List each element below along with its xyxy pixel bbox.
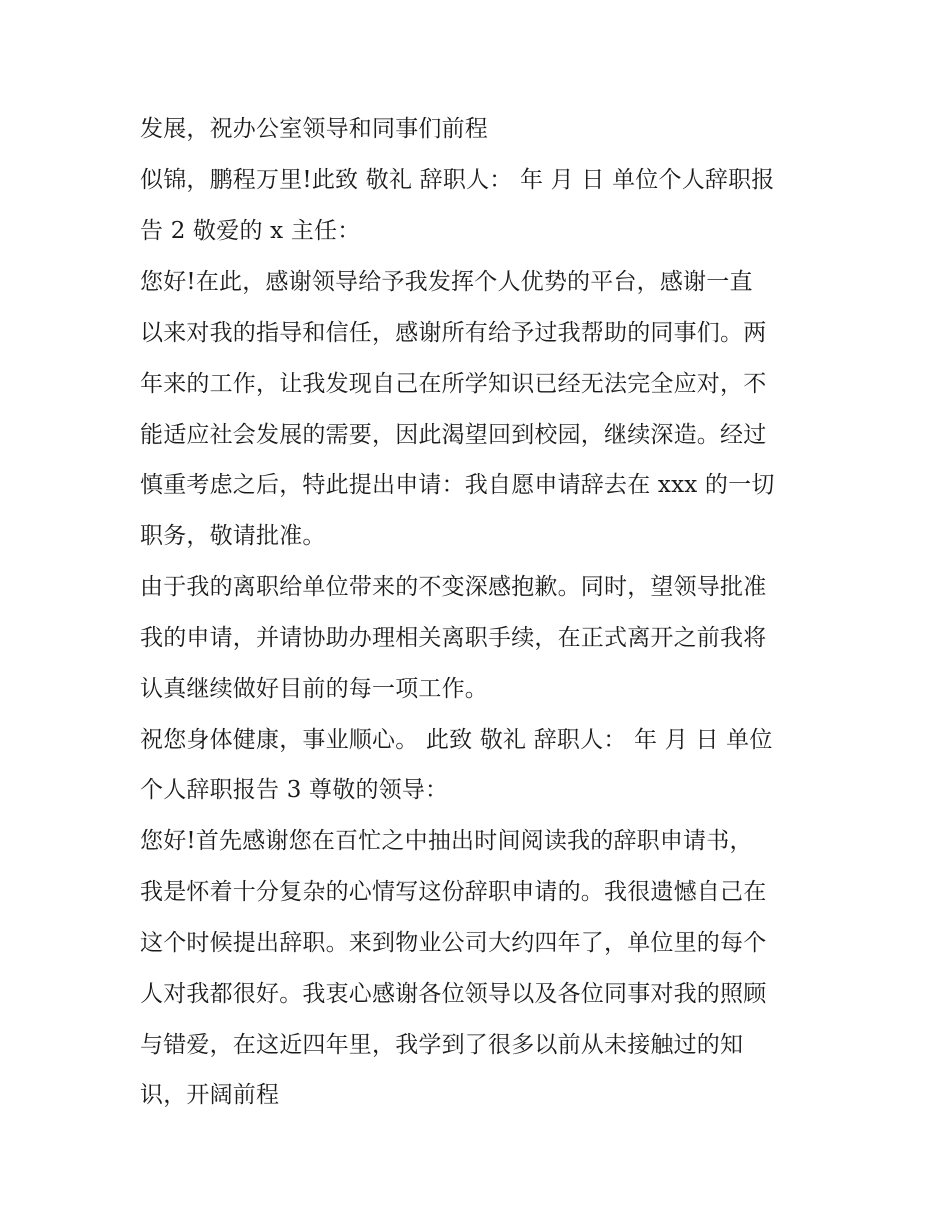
text-line-2: 似锦，鹏程万里!此致 敬礼 辞职人： 年 月 日 单位个人辞职报 xyxy=(140,167,775,193)
text-line-18: 人对我都很好。我衷心感谢各位领导以及各位同事对我的照顾 xyxy=(140,981,767,1007)
text-line-17: 这个时候提出辞职。来到物业公司大约四年了，单位里的每个 xyxy=(140,930,767,956)
text-line-1: 发展，祝办公室领导和同事们前程 xyxy=(140,116,488,142)
text-line-11: 我的申请，并请协助办理相关离职手续，在正式离开之前我将 xyxy=(140,625,767,651)
text-line-12: 认真继续做好目前的每一项工作。 xyxy=(140,676,488,702)
text-line-16: 我是怀着十分复杂的心情写这份辞职申请的。我很遗憾自己在 xyxy=(140,879,767,905)
text-line-3: 告 2 敬爱的 x 主任： xyxy=(140,218,361,244)
text-line-20: 识，开阔前程 xyxy=(140,1082,280,1108)
text-line-19: 与错爱，在这近四年里，我学到了很多以前从未接触过的知 xyxy=(140,1032,744,1058)
text-line-4: 您好!在此，感谢领导给予我发挥个人优势的平台，感谢一直 xyxy=(140,269,753,295)
text-line-8: 慎重考虑之后，特此提出申请：我自愿申请辞去在 xxx 的一切 xyxy=(140,472,775,498)
text-line-5: 以来对我的指导和信任，感谢所有给予过我帮助的同事们。两 xyxy=(140,320,767,346)
text-line-10: 由于我的离职给单位带来的不变深感抱歉。同时，望领导批准 xyxy=(140,574,767,600)
text-line-14: 个人辞职报告 3 尊敬的领导： xyxy=(140,777,449,803)
text-line-6: 年来的工作，让我发现自己在所学知识已经无法完全应对，不 xyxy=(140,371,767,397)
text-line-13: 祝您身体健康，事业顺心。 此致 敬礼 辞职人： 年 月 日 单位 xyxy=(140,727,773,753)
text-line-9: 职务，敬请批准。 xyxy=(140,523,326,549)
text-line-7: 能适应社会发展的需要，因此渴望回到校园，继续深造。经过 xyxy=(140,422,767,448)
text-line-15: 您好!首先感谢您在百忙之中抽出时间阅读我的辞职申请书， xyxy=(140,828,753,854)
